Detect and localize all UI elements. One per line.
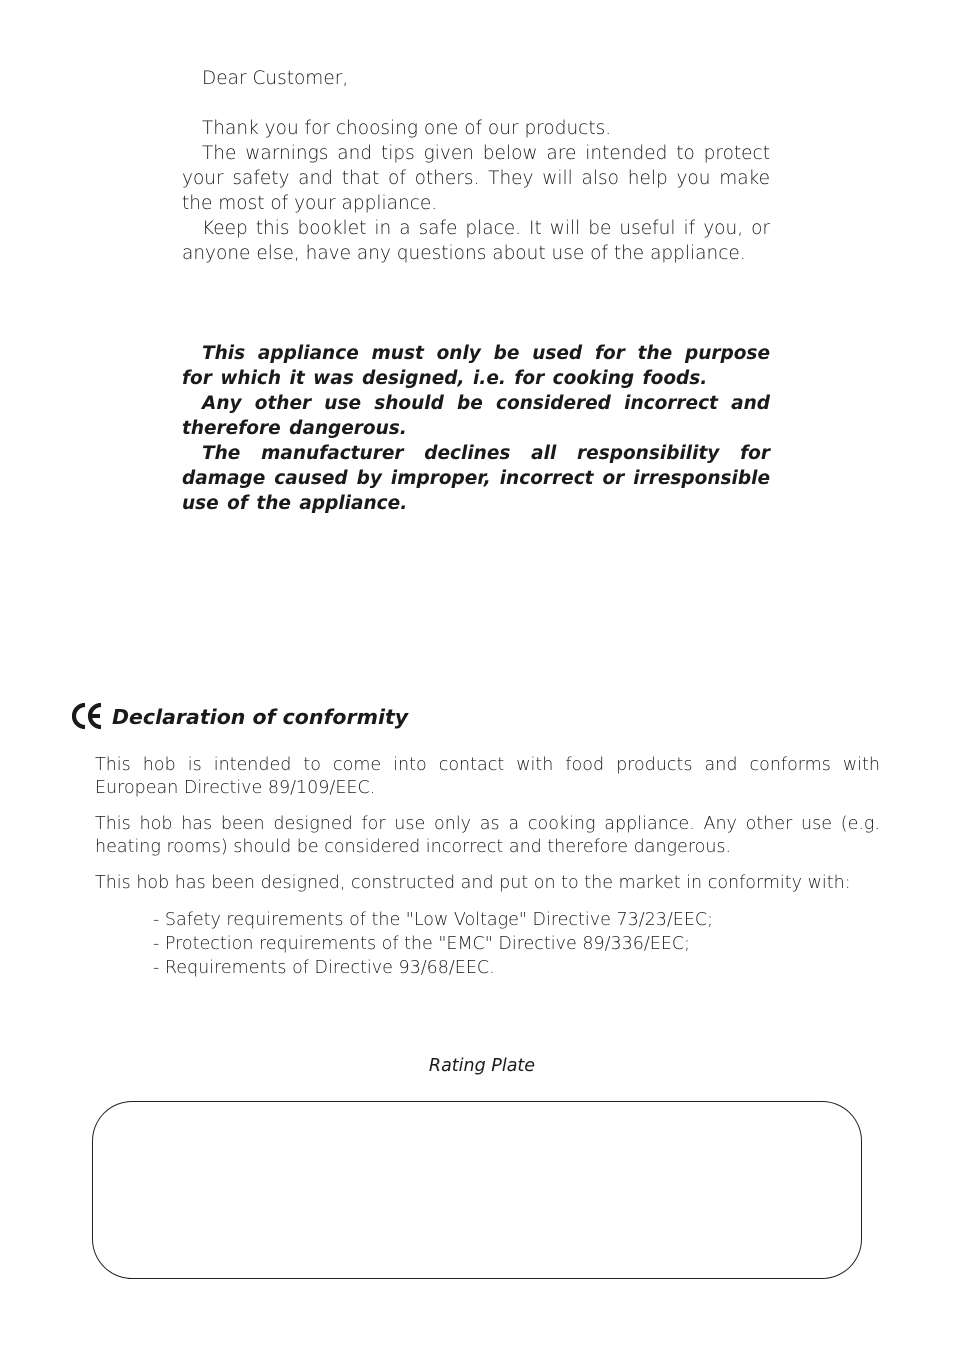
rating-plate-box (92, 1101, 862, 1279)
directive-item: - Safety requirements of the "Low Voltage" Directive 73/23/EEC; (153, 910, 714, 930)
greeting: Dear Customer, (202, 68, 349, 89)
intro-section (182, 66, 770, 266)
directive-item: - Protection requirements of the "EMC" Directive 89/336/EEC; (153, 934, 691, 954)
conformity-paragraph: This hob has been designed for use only as a cooking appliance. Any other use (e.g. heating rooms) should be considered incorrect and therefore dangerous. (95, 814, 880, 857)
intro-paragraph: The warnings and tips given below are intended to protect your safety and that of others. They will also help you make the most of your appliance. (182, 143, 770, 214)
conformity-paragraph: This hob is intended to come into contact with food products and conforms with European Directive 89/109/EEC. (95, 755, 880, 798)
warning-paragraph: Any other use should be considered incorrect and therefore dangerous. (182, 393, 770, 439)
directive-list (153, 908, 880, 980)
rating-plate-label: Rating Plate (428, 1056, 536, 1076)
conformity-paragraph: This hob has been designed, constructed and put on to the market in conformity with: (95, 873, 851, 893)
warning-paragraph: This appliance must only be used for the purpose for which it was designed, i.e. for cooking foods. (182, 343, 770, 389)
directive-item: - Requirements of Directive 93/68/EEC. (153, 958, 495, 978)
intro-paragraph: Thank you for choosing one of our products. (202, 118, 612, 139)
ce-mark-icon (72, 700, 104, 732)
conformity-section (95, 754, 880, 980)
conformity-heading (72, 696, 408, 732)
intro-paragraph: Keep this booklet in a safe place. It will be useful if you, or anyone else, have any questions about use of the appliance. (182, 218, 770, 264)
warning-paragraph: The manufacturer declines all responsibility for damage caused by improper, incorrect or irresponsible use of the appliance. (182, 443, 770, 514)
warning-section (182, 341, 770, 516)
conformity-title: Declaration of conformity (112, 705, 409, 729)
